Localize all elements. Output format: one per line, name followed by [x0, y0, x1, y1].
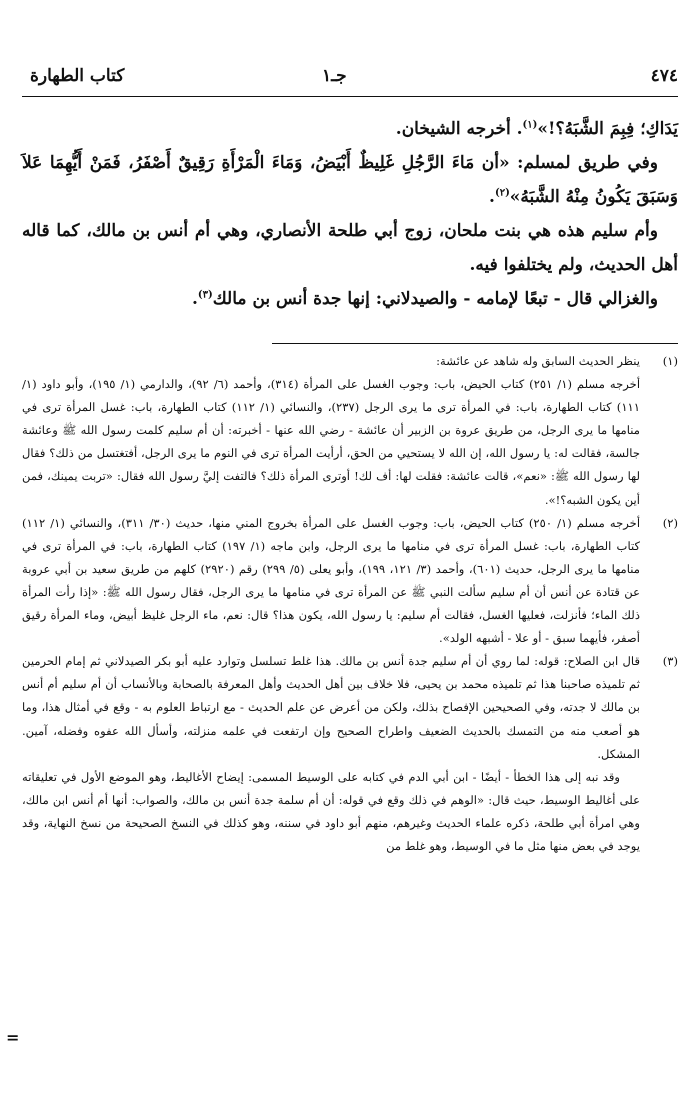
paragraph-text: وفي طريق لمسلم: «أن مَاءَ الرَّجُلِ غَلِيظٌ أَبْيَضُ، وَمَاءَ الْمَرْأَةِ رَقِيقٌ أَصْفَرُ، فَمَنْ أَيُّهِمَا عَلاَ وَسَبَقَ يَكُونُ مِنْهُ الشَّبَهُ» — [22, 153, 678, 207]
volume-label: جـ١ — [322, 66, 347, 86]
footnote — [22, 650, 678, 858]
footnotes — [22, 350, 678, 858]
footnote-text: قال ابن الصلاح: قوله: لما روي أن أم سليم جدة أنس بن مالك. هذا غلط تسلسل وتوارد عليه أبو بكر الصيدلاني ثم إمام الحرمين ثم تلميذه صاحبنا هذا ثم تلميذه محمد بن يحيى، فلا خلاف بين أهل الحديث وأهل المعرفة بالصحابة وبالأنساب أن أم سليم أم أنس بن مالك لا جدته، وفي الصحيحين الإفصاح بذلك، ولكن من أعرض عن علم الحديث - مع ارتباط العلوم به - وقع في أمثال هذا، وما هو أصعب منه من التمسك بالحديث الضعيف واطراح الصحيح وإن ارتفعت في علمه منزلته، وأسأل الله عفوه وفضله، آمين. المشكل. — [22, 654, 640, 761]
main-text — [22, 112, 678, 316]
main-paragraph — [22, 214, 678, 282]
footnote-rule — [272, 343, 678, 344]
paragraph-text: والغزالي قال - تبعًا لإمامه - والصيدلاني: إنها جدة أنس بن مالك — [212, 289, 658, 309]
footnote-text: أخرجه مسلم (١/ ٢٥٠) كتاب الحيض، باب: وجوب الغسل على المرأة بخروج المني منها، حديث (٣٠/ ٣١١)، والنسائي (١/ ١١٢) كتاب الطهارة، باب: غسل المرأة ترى في منامها ما يرى الرجل، وابن ماجه (١/ ١٩٧) كتاب الطهارة، باب: في المرأة ترى في منامها ما يرى الرجل، حديث (٦٠١)، وأحمد (٣/ ١٢١، ١٩٩)، وأبو يعلى (٥/ ٢٩٩) رقم (٢٩٢٠) كلهم من طريق سعيد بن أبي عروبة عن قتادة عن أنس أن أم سليم سألت النبي ﷺ عن المرأة ترى في منامها ما يرى الرجل، فقال رسول الله ﷺ: «إذا رأت المرأة ذلك الماء؛ فأنزلت، فعليها الغسل، فقالت أم سليم: يا رسول الله، يكون هذا؟ قال: نعم، ماء الرجل غليظ أبيض، وماء المرأة رقيق أصفر، فأيهما سبق - أو علا - أشبهه الولد». — [22, 515, 641, 646]
main-paragraph — [22, 282, 678, 316]
page-number: ٤٧٤ — [650, 66, 678, 86]
continuation-mark: = — [6, 1028, 20, 1047]
paragraph-tail: . — [489, 187, 495, 207]
footnote — [22, 350, 678, 512]
paragraph-text: وأم سليم هذه هي بنت ملحان، زوج أبي طلحة الأنصاري، وهي أم أنس بن مالك، كما قاله أهل الحديث، ولم يختلفوا فيه. — [22, 221, 678, 275]
main-paragraph — [22, 112, 678, 146]
paragraph-text: يَدَاكِ؛ فِبِمَ الشَّبَهُ؟!» — [537, 119, 678, 139]
footnote-text: أخرجه مسلم (١/ ٢٥١) كتاب الحيض، باب: وجوب الغسل على المرأة (٣١٤)، وأحمد (٦/ ٩٢)، والدارمي (١/ ١٩٥)، وأبو داود (١/ ١١١) كتاب الطهارة، باب: في المرأة ترى ما يرى الرجل (٢٣٧)، والنسائي (١/ ١١٢) كتاب الطهارة، باب: غسل المرأة ترى في منامها ما يرى الرجل، من طريق عروة بن الزبير أن عائشة - رضي الله عنها - أخبرته: أن أم سليم كلمت رسول الله ﷺ وعائشة جالسة، فقالت له: يا رسول الله، إن الله لا يستحيي من الحق، أرأيت المرأة ترى في النوم ما يرى الرجل، أفتغتسل من ذلك؟ فقال لها رسول الله ﷺ: «نعم»، قالت عائشة: فقلت لها: أف لك! أوترى المرأة ذلك؟ فالتفت إليَّ رسول الله فقال: «تربت يمينك، فمن أين يكون الشبه؟!». — [22, 377, 641, 507]
footnote-text: وقد نبه إلى هذا الخطأ - أيضًا - ابن أبي الدم في كتابه على الوسيط المسمى: إيضاح الأغاليط، وهو الموضع الأول في تعليقاته على أغاليط الوسيط، حيث قال: «الوهم في ذلك وقع في قوله: أن أم سلمة جدة أنس بن مالك، والصواب: أنها أم أنس ابن مالك، وهي امرأة أبي طلحة، ذكره علماء الحديث وغيرهم، منهم أبو داود في سننه، وهو كذلك في النسخ الصحيحة من نسخ النهاية، وقد يوجد في بعض منها مثل ما في الوسيط، وهو غلط من — [22, 769, 640, 853]
footnote-number: (٢) — [662, 515, 678, 530]
footnote-number: (٣) — [662, 654, 678, 669]
footnote-text: ينظر الحديث السابق وله شاهد عن عائشة: — [436, 354, 640, 368]
main-paragraph — [22, 146, 678, 214]
footnote-ref: (٣) — [197, 289, 213, 301]
footnote-ref: (٢) — [494, 187, 510, 199]
header-rule — [22, 96, 678, 97]
paragraph-tail: . — [191, 289, 198, 309]
book-page — [6, 0, 678, 1098]
running-header — [22, 66, 678, 96]
footnote-number: (١) — [662, 354, 678, 368]
footnote-ref: (١) — [522, 119, 538, 131]
paragraph-tail: . أخرجه الشيخان. — [395, 119, 523, 139]
footnote — [22, 512, 678, 651]
book-title: كتاب الطهارة — [30, 66, 125, 86]
